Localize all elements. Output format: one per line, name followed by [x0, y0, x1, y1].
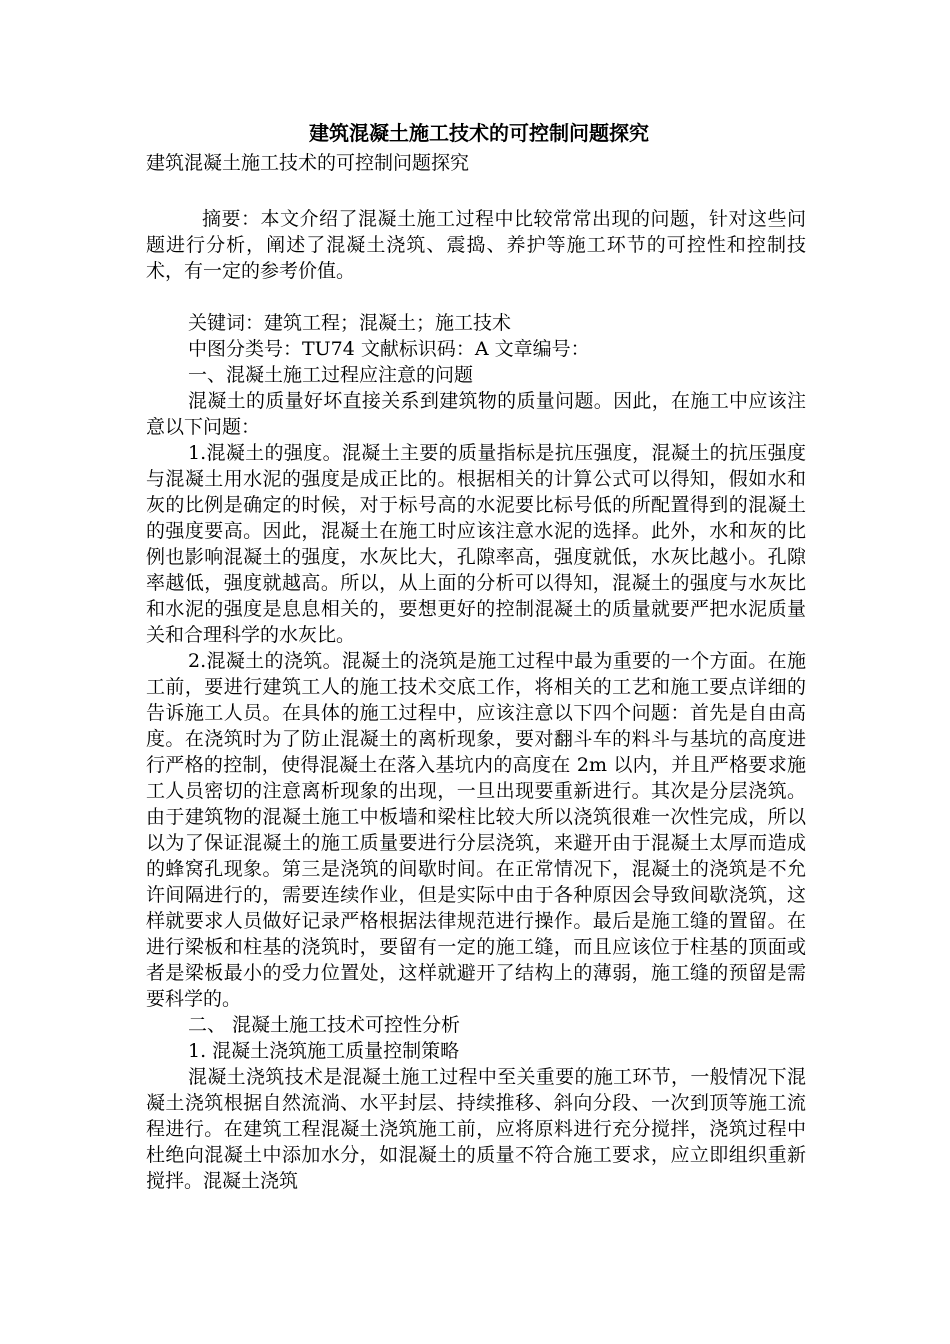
abstract-paragraph: 摘要：本文介绍了混凝土施工过程中比较常常出现的问题，针对这些问题进行分析，阐述了混凝土浇筑、震捣、养护等施工环节的可控性和控制技术，有一定的参考价值。: [146, 208, 806, 282]
document-page: [146, 118, 806, 1194]
document-title: 建筑混凝土施工技术的可控制问题探究: [309, 121, 649, 145]
section-2-subheading-1: 1. 混凝土浇筑施工质量控制策略: [188, 1040, 460, 1062]
keywords-line: 关键词：建筑工程；混凝土；施工技术: [188, 312, 512, 334]
section-2-heading: 二、 混凝土施工技术可控性分析: [188, 1014, 461, 1036]
document-subtitle: 建筑混凝土施工技术的可控制问题探究: [146, 152, 470, 174]
point-2-paragraph: 2.混凝土的浇筑。混凝土的浇筑是施工过程中最为重要的一个方面。在施工前，要进行建筑工人的施工技术交底工作，将相关的工艺和施工要点详细的告诉施工人员。在具体的施工过程中，应该注意以下四个问题：首先是自由高度。在浇筑时为了防止混凝土的离析现象，要对翻斗车的料斗与基坑的高度进行严格的控制，使得混凝土在落入基坑内的高度在 2m 以内，并且严格要求施工人员密切的注意离析现象的出现，一旦出现要重新进行。其次是分层浇筑。由于建筑物的混凝土施工中板墙和梁柱比较大所以浇筑很难一次性完成，所以以为了保证混凝土的施工质量要进行分层浇筑，来避开由于混凝土太厚而造成的蜂窝孔现象。第三是浇筑的间歇时间。在正常情况下，混凝土的浇筑是不允许间隔进行的，需要连续作业，但是实际中由于各种原因会导致间歇浇筑，这样就要求人员做好记录严格根据法律规范进行操作。最后是施工缝的置留。在进行梁板和柱基的浇筑时，要留有一定的施工缝，而且应该位于柱基的顶面或者是梁板最小的受力位置处，这样就避开了结构上的薄弱，施工缝的预留是需要科学的。: [146, 650, 806, 1010]
section-1-heading: 一、混凝土施工过程应注意的问题: [188, 364, 474, 386]
section-2-paragraph-1: 混凝土浇筑技术是混凝土施工过程中至关重要的施工环节，一般情况下混凝土浇筑根据自然流淌、水平封层、持续推移、斜向分段、一次到顶等施工流程进行。在建筑工程混凝土浇筑施工前，应将原料进行充分搅拌，浇筑过程中杜绝向混凝土中添加水分，如混凝土的质量不符合施工要求，应立即组织重新搅拌。混凝土浇筑: [146, 1066, 806, 1192]
classification-line: 中图分类号：TU74 文献标识码：A 文章编号：: [188, 338, 590, 360]
point-1-paragraph: 1.混凝土的强度。混凝土主要的质量指标是抗压强度，混凝土的抗压强度与混凝土用水泥的强度是成正比的。根据相关的计算公式可以得知，假如水和灰的比例是确定的时候，对于标号高的水泥要比标号低的所配置得到的混凝土的强度要高。因此，混凝土在施工时应该注意水泥的选择。此外，水和灰的比例也影响混凝土的强度，水灰比大，孔隙率高，强度就低，水灰比越小。孔隙率越低，强度就越高。所以，从上面的分析可以得知，混凝土的强度与水灰比和水泥的强度是息息相关的，要想更好的控制混凝土的质量就要严把水泥质量关和合理科学的水灰比。: [146, 442, 806, 646]
section-1-intro-paragraph: 混凝土的质量好坏直接关系到建筑物的质量问题。因此，在施工中应该注意以下问题：: [146, 390, 806, 438]
